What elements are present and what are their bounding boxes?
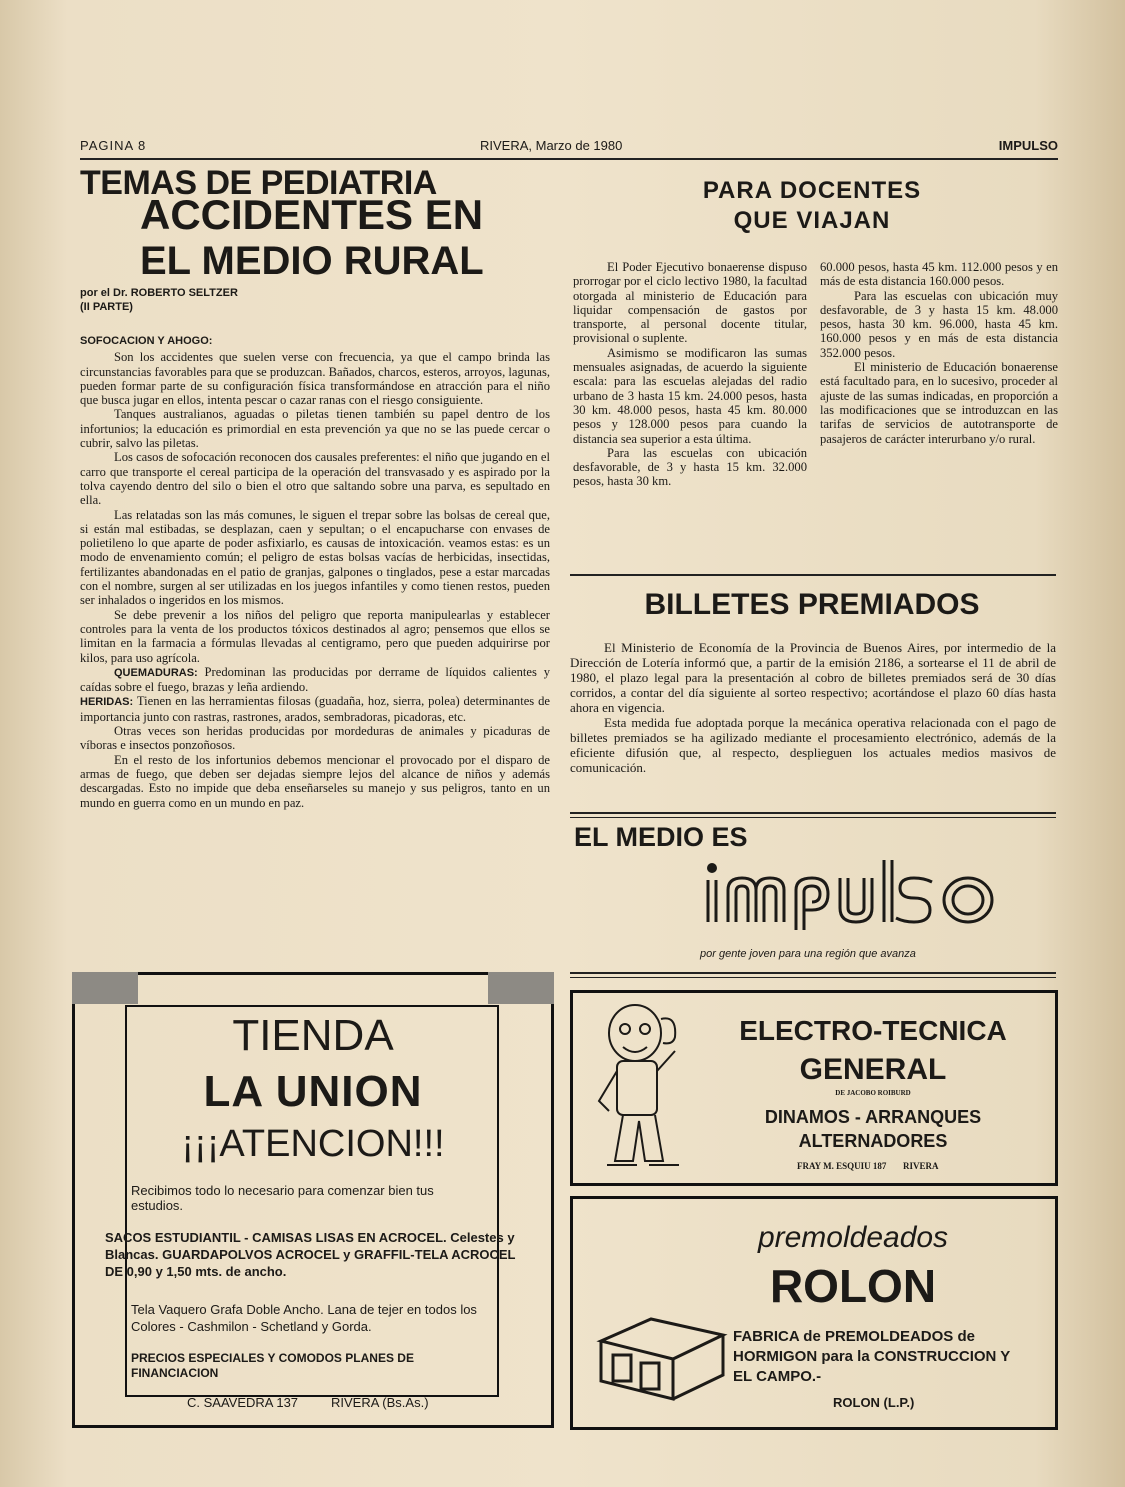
promo-lead: EL MEDIO ES — [574, 822, 748, 852]
docentes-title — [570, 176, 1054, 236]
paragraph: Las relatadas son las más comunes, le siguen el trepar sobre las bolsas de cereal que, si están mal estibadas, se desplazan, caen y sepultan; o el encapucharse con envases de polietileno lo que aparte de poder asfixiarlo, es causas de intoxicación. veamos estas: es un modo de envenamiento común; el peligro de estas bolsas vacías de herbicidas, insectidas, fertilizantes abandonadas en el patio de granjas, galpones o tinglados, pese a estar marcadas con el nombre, surgen al ser utilizadas en los juegos infantiles y como tienen restos, pueden ser inhalados o ingeridos en los mismos. — [80, 507, 550, 608]
docentes-col-a — [573, 260, 807, 489]
ad-rolon — [570, 1196, 1058, 1430]
corner-block — [72, 972, 138, 1004]
paragraph: Son los accidentes que suelen verse con frecuencia, ya que el campo brinda las circunstancias favorables para que se produzcan. Bañados, charcos, esteros, arroyos, lagunas, pueden formar parte de su configuración física transformándose en atracción para el niño que busca jugar en ellos, intenta pescar o cazar ranas con el riesgo consiguiente. — [80, 350, 550, 408]
paragraph: En el resto de los infortunios debemos mencionar el provocado por el disparo de armas de fuego, que deben ser dejadas siempre lejos del alcance de niños y además descargadas. Esto no impide que deba enseñarseles su manejo y sus peligros, tanto en un mundo en guerra como en un mundo en paz. — [80, 752, 550, 810]
subhead: SOFOCACION Y AHOGO: — [80, 335, 213, 347]
paragraph-text: Tienen en las herramientas filosas (guadaña, hoz, sierra, polea) determinantes de importancia junto con rastras, rastrones, arados, sembradoras, picadoras, etc. — [80, 694, 550, 724]
paragraph: El Ministerio de Economía de la Provincia de Buenos Aires, por intermedio de la Dirección de Lotería informó que, a partir de la emisión 2186, a sortearse el 11 de abril de 1980, el plazo legal para la presentación al cobro de billetes premiados será de 30 días corridos, a contar del día siguiente al sorteo respectivo; acortándose el plazo 60 días hasta ahora en vigencia. — [570, 640, 1056, 715]
ad-electro-l1: ELECTRO-TECNICA — [739, 1015, 1007, 1046]
ad-tienda-city: RIVERA (Bs.As.) — [331, 1395, 429, 1410]
subhead-quemaduras: QUEMADURAS: — [114, 666, 198, 679]
page-header — [80, 138, 1058, 160]
ad-tienda-fabrics: Tela Vaquero Grafa Doble Ancho. Lana de tejer en todos los Colores - Cashmilon - Schetland y Gorda. — [131, 1302, 477, 1334]
mascot-illustration — [587, 999, 697, 1175]
double-rule — [570, 812, 1056, 818]
ad-tienda-l2: LA UNION — [203, 1067, 423, 1116]
ad-tienda-address: C. SAAVEDRA 137 — [187, 1395, 299, 1410]
paragraph: Para las escuelas con ubicación muy desfavorable, de 3 y hasta 15 km. 48.000 pesos, hasta 30 km. 96.000, hasta 45 km. 160.000 pesos y en más de esta distancia 352.000 pesos. — [820, 288, 1058, 360]
promo-tagline: por gente joven para una región que avanza — [700, 948, 916, 960]
ad-electro-l2: GENERAL — [799, 1053, 947, 1086]
ad-electro-l4: ALTERNADORES — [798, 1131, 948, 1151]
concrete-block-icon — [591, 1311, 731, 1401]
article-title — [140, 192, 484, 284]
paragraph: Asimismo se modificaron las sumas mensuales asignadas, de acuerdo la siguiente escala: para las escuelas alejadas del radio urbano de 3 hasta 15 km. 24.000 pesos, hasta 30 km. 48.000 pesos, hasta 45 km. 80.000 pesos y 128.000 pesos para cuando la distancia sea superior a esta última. — [573, 345, 807, 446]
ad-rolon-description: FABRICA de PREMOLDEADOS de HORMIGON para la CONSTRUCCION Y EL CAMPO.- — [733, 1328, 1010, 1385]
ad-rolon-city: ROLON (L.P.) — [833, 1395, 915, 1410]
paper-name: IMPULSO — [998, 138, 1058, 153]
article-title-line1: ACCIDENTES EN — [140, 191, 484, 238]
ad-electro-l3: DINAMOS - ARRANQUES — [764, 1107, 982, 1127]
article-title-line2: EL MEDIO RURAL — [140, 239, 484, 283]
impulso-logo — [700, 852, 1000, 932]
subhead-heridas: HERIDAS: — [80, 696, 134, 709]
ad-tienda-intro: Recibimos todo lo necesario para comenzar bien tus estudios. — [131, 1183, 434, 1213]
billetes-body — [570, 640, 1056, 775]
double-rule — [570, 972, 1056, 978]
paragraph: El ministerio de Educación bonaerense está facultado para, en lo sucesivo, proceder al ajuste de las sumas indicadas, en proporción a las modificaciones que se introduzcan en las tarifas de servicios de autotransporte de pasajeros de carácter interurbano y/o rural. — [820, 360, 1058, 446]
article-kicker: TEMAS DE PEDIATRIA — [80, 164, 437, 202]
issue-date: RIVERA, Marzo de 1980 — [480, 138, 623, 153]
paragraph: Esta medida fue adoptada porque la mecánica operativa relacionada con el pago de billetes premiados se ha agilizado mediante el procesamiento electrónico, además de la eficiente difusión que, al respecto, desplieguen los actuales medios masivos de comunicación. — [570, 715, 1056, 775]
ad-electro-tecnica — [570, 990, 1058, 1186]
billetes-title: BILLETES PREMIADOS — [644, 588, 980, 621]
docentes-title-line2: QUE VIAJAN — [733, 207, 891, 234]
paragraph: Tanques australianos, aguadas o piletas tienen también su papel dentro de los infortunios; la educación es primordial en esta prevención ya que no se las puede cercar o cubrir, salvo las piletas. — [80, 407, 550, 451]
page-number: PAGINA 8 — [80, 138, 147, 153]
paragraph: Se debe prevenir a los niños del peligro que reporta manipulearlas y establecer controles para la venta de los productos tóxicos destinados al agro; pensemos que ellos se limitan en la farmacia a fórmulas llevadas al centigramo, pero que pueden adquirirse por kilos, para uso agrícola. — [80, 607, 550, 665]
ad-electro-city: RIVERA — [903, 1161, 939, 1171]
corner-block — [488, 972, 554, 1004]
paragraph — [80, 665, 550, 695]
ad-tienda-l1: TIENDA — [232, 1011, 394, 1060]
docentes-title-line1: PARA DOCENTES — [702, 177, 922, 204]
paragraph: Los casos de sofocación reconocen dos causales preferentes: el niño que jugando en el carro que transporte el cereal participa de la operación del transvasado y es aspirado por la tolva cayendo dentro del silo o bien el otro que saltando sobre una parva, es sepultado en ella. — [80, 450, 550, 508]
byline — [80, 286, 238, 314]
article-body — [80, 333, 550, 810]
paragraph: 60.000 pesos, hasta 45 km. 112.000 pesos y en más de esta distancia 160.000 pesos. — [820, 260, 1058, 289]
paragraph: El Poder Ejecutivo bonaerense dispuso prorrogar por el ciclo lectivo 1980, la facultad otorgada al ministerio de Educación para liquidar compensación de gastos por transporte, al personal docente titular, provisional o suplente. — [573, 260, 807, 346]
ad-tienda-products: SACOS ESTUDIANTIL - CAMISAS LISAS EN ACROCEL. Celestes y Blancas. GUARDAPOLVOS ACROCEL y GRAFFIL-TELA ACROCEL DE 0,90 y 1,50 mts. de ancho. — [105, 1230, 516, 1279]
docentes-col-b — [820, 260, 1058, 446]
ad-tienda-l3: ¡¡¡ATENCION!!! — [181, 1123, 445, 1165]
byline-author: por el Dr. ROBERTO SELTZER — [80, 287, 238, 299]
ad-electro-owner: DE JACOBO ROIBURD — [835, 1089, 911, 1097]
ad-tienda-financing: PRECIOS ESPECIALES Y COMODOS PLANES DE FINANCIACION — [131, 1351, 414, 1380]
ad-tienda-la-union — [72, 972, 554, 1428]
paragraph: Para las escuelas con ubicación desfavorable, de 3 y hasta 15 km. 32.000 pesos, hasta 30 km. — [573, 445, 807, 489]
paragraph: Otras veces son heridas producidas por mordeduras de animales y picaduras de víboras e insectos ponzoñosos. — [80, 724, 550, 753]
divider — [570, 574, 1056, 576]
paragraph — [80, 694, 550, 724]
byline-part: (II PARTE) — [80, 301, 133, 313]
paragraph-text: Predominan las producidas por derrame de líquidos calientes y caídas sobre el fuego, brazas y leña ardiendo. — [80, 664, 550, 695]
ad-electro-address: FRAY M. ESQUIU 187 — [797, 1161, 887, 1171]
ad-rolon-l2: ROLON — [769, 1260, 937, 1312]
ad-rolon-l1: premoldeados — [757, 1221, 949, 1254]
